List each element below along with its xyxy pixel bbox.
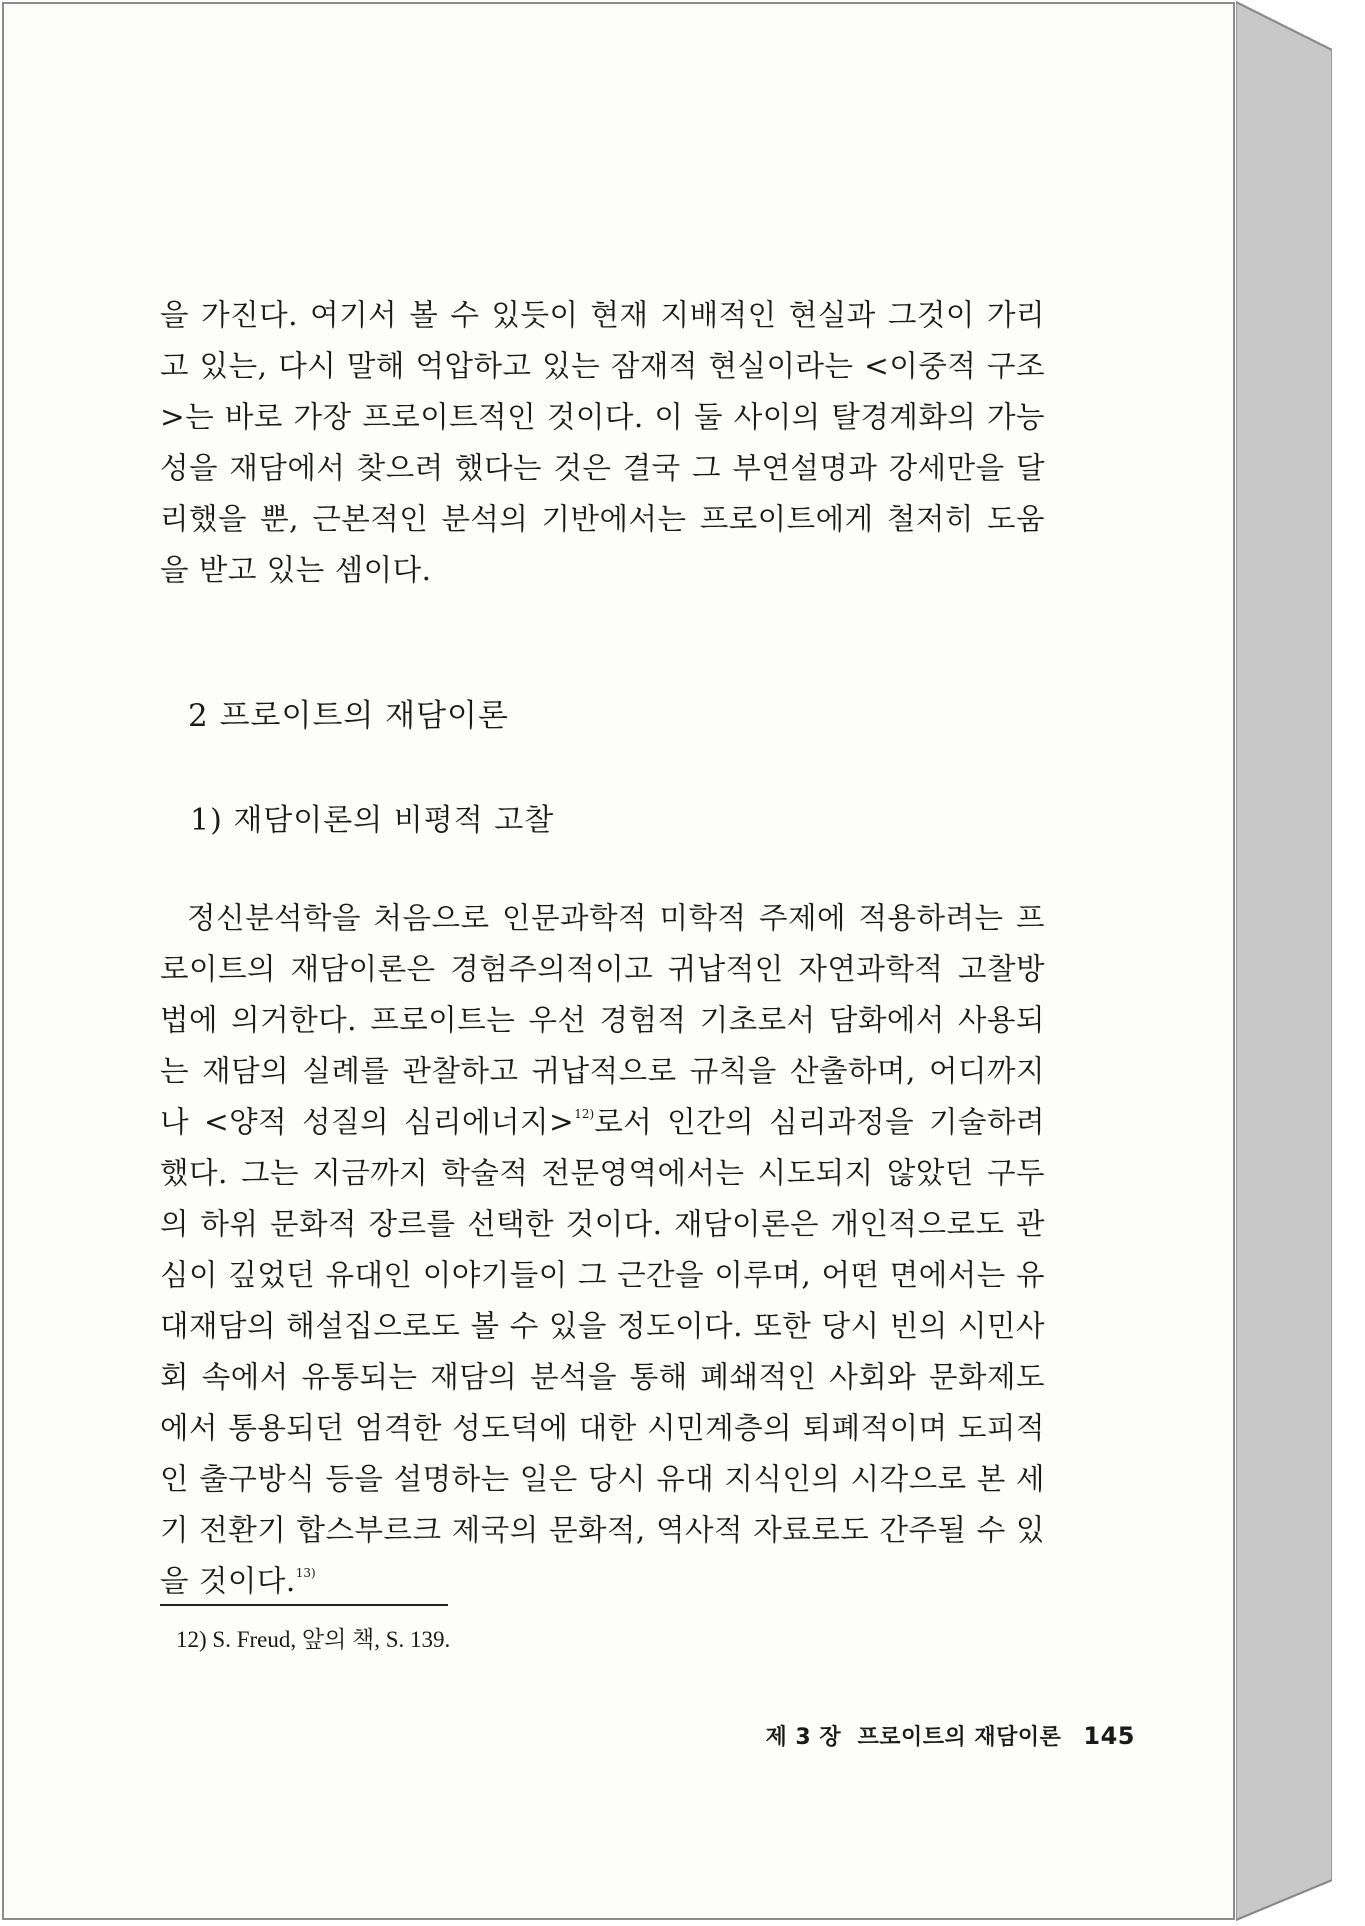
page-number: 145 [1083,1722,1135,1750]
footer-chapter: 제 3 장 [765,1725,842,1750]
paragraph-text-part-1: 정신분석학을 처음으로 인문과학적 미학적 주제에 적용하려는 프로이트의 재담이론은 경험주의적이고 귀납적인 자연과학적 고찰방법에 의거한다. 프로이트는 우선 경험적 기초로서 담화에서 사용되는 재담의 실례를 관찰하고 귀납적으로 규칙을 산출하며, 어디까지나 <양적 성질의 심리에너지> [160,901,1045,1139]
book-page-stack [1236,0,1332,1922]
paragraph-continued: 을 가진다. 여기서 볼 수 있듯이 현재 지배적인 현실과 그것이 가리고 있는, 다시 말해 억압하고 있는 잠재적 현실이라는 <이중적 구조>는 바로 가장 프로이트적인 것이다. 이 둘 사이의 탈경계화의 가능성을 재담에서 찾으려 했다는 것은 결국 그 부연설명과 강세만을 달리했을 뿐, 근본적인 분석의 기반에서는 프로이트에게 철저히 도움을 받고 있는 셈이다. [160,298,1045,587]
section-heading: 2 프로이트의 재담이론 [188,698,509,734]
footnote-divider [160,1604,448,1606]
footnote-ref-13: 13) [295,1566,316,1580]
footnote-ref-12: 12) [574,1107,595,1121]
paragraph-main [160,893,1045,1607]
running-footer [765,1720,1135,1751]
footer-chapter-title: 프로이트의 재담이론 [857,1725,1062,1750]
footnote-12: 12) S. Freud, 앞의 책, S. 139. [176,1627,451,1652]
subsection-heading: 1) 재담이론의 비평적 고찰 [190,803,555,838]
paragraph-text-part-2: 로서 인간의 심리과정을 기술하려 했다. 그는 지금까지 학술적 전문영역에서는 시도되지 않았던 구두의 하위 문화적 장르를 선택한 것이다. 재담이론은 개인적으로도 관심이 깊었던 유대인 이야기들이 그 근간을 이루며, 어떤 면에서는 유대재담의 해설집으로도 볼 수 있을 정도이다. 또한 당시 빈의 시민사회 속에서 유통되는 재담의 분석을 통해 폐쇄적인 사회와 문화제도에서 통용되던 엄격한 성도덕에 대한 시민계층의 퇴폐적이며 도피적인 출구방식 등을 설명하는 일은 당시 유대 지식인의 시각으로 본 세기 전환기 합스부르크 제국의 문화적, 역사적 자료로도 간주될 수 있을 것이다. [160,1105,1045,1598]
